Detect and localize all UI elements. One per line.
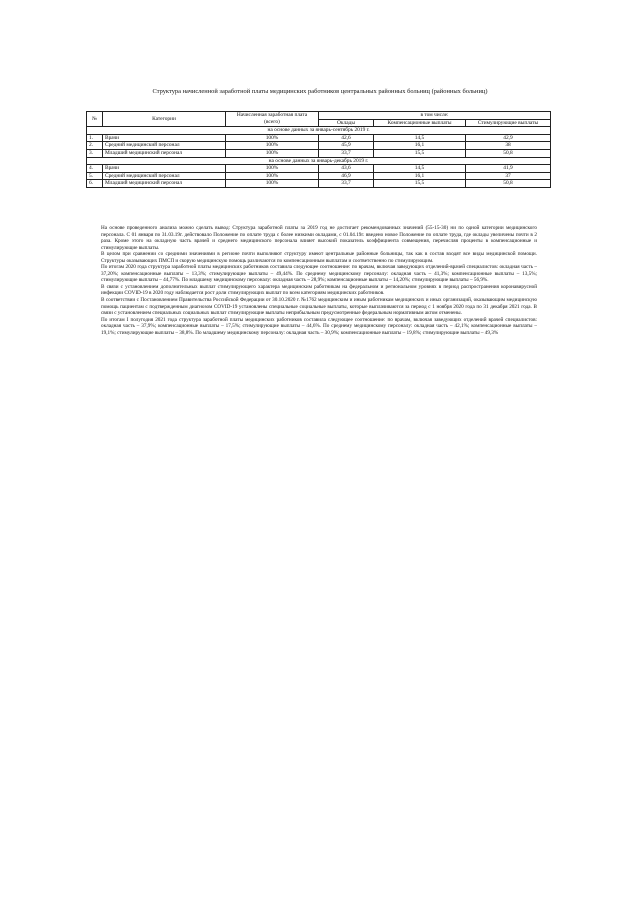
row-salaries: 43,6 bbox=[319, 165, 374, 173]
row-stimulating: 41,9 bbox=[466, 165, 551, 173]
table-row bbox=[87, 149, 551, 157]
row-total: 100% bbox=[226, 134, 319, 142]
header-num: № bbox=[87, 112, 103, 127]
paragraph: В целом при сравнении со средними значениями в регионе почти выполняют структуру имеют центральные районные больницы, так как в состав входят все виды медицинской помощи. Структуры оказывающих ПМСП и скорую медицинскую помощь различаются по компенсационным выплатам и соответственно по стимулирующим. bbox=[101, 251, 537, 264]
section-title-row bbox=[87, 157, 551, 165]
row-num: 6. bbox=[87, 180, 103, 188]
row-salaries: 33,7 bbox=[319, 149, 374, 157]
row-category: Младший медицинский персонал bbox=[103, 180, 226, 188]
row-total: 100% bbox=[226, 149, 319, 157]
row-compensation: 15,5 bbox=[374, 180, 466, 188]
row-category: Средний медицинский персонал bbox=[103, 172, 226, 180]
row-stimulating: 37 bbox=[466, 172, 551, 180]
document-title: Структура начисленной заработной платы медицинских работников центральных районных больниц (районных больниц) bbox=[152, 88, 488, 95]
table-row bbox=[87, 180, 551, 188]
row-compensation: 16,1 bbox=[374, 142, 466, 150]
row-num: 5. bbox=[87, 172, 103, 180]
row-salaries: 33,7 bbox=[319, 180, 374, 188]
header-compensation: Компенсационные выплаты bbox=[374, 119, 466, 127]
row-stimulating: 42,9 bbox=[466, 134, 551, 142]
header-total-line2: (всего) bbox=[226, 119, 319, 127]
section-title-row bbox=[87, 127, 551, 135]
section-title: на основе данных за январь-сентябрь 2019 г. bbox=[87, 127, 551, 135]
row-category: Младший медицинский персонал bbox=[103, 149, 226, 157]
paragraph: В связи с установлением дополнительных выплат стимулирующего характера медицинским работникам на федеральном и региональном уровнях в период распространения коронавирусной инфекции COVID-19 в 2020 году наблюдается рост доли стимулирующих выплат по всем категориям медицинских работников. bbox=[101, 283, 537, 297]
row-stimulating: 50,8 bbox=[466, 149, 551, 157]
analysis-text bbox=[101, 225, 537, 336]
table-row bbox=[87, 172, 551, 180]
row-salaries: 46,9 bbox=[319, 172, 374, 180]
row-compensation: 15,5 bbox=[374, 149, 466, 157]
row-num: 1. bbox=[87, 134, 103, 142]
paragraph: По итогам 2020 года структура заработной платы медицинских работников составила следующее соотношение: по врачам, включая заведующих отделений-врачей специалистов: окладная часть – 37,20%; компенсационные выплаты – 13,3%; стимулирующие выплаты – 49,44%. По среднему медицинскому персоналу: окладная часть – 41,3%; компенсационные выплаты – 13,5%; стимулирующие выплаты – 44,77%. По младшему медицинскому персоналу: окладная часть – 28,9%; компенсационные выплаты – 14,20%; стимулирующие выплаты – 56,9%. bbox=[101, 264, 537, 284]
paragraph: По итогам I полугодия 2021 года структура заработной платы медицинских работников составила следующее соотношение: по врачам, включая заведующих отделений врачей специалистов: окладная часть – 37,9%; компенсационные выплаты – 17,5%; стимулирующие выплаты – 44,6%. По среднему медицинскому персоналу: окладная часть – 42,1%; компенсационные выплаты – 19,1%; стимулирующие выплаты – 38,8%. По младшему медицинскому персоналу: окладная часть – 30,9%; компенсационные выплаты – 19,8%; стимулирующие выплаты – 49,3% bbox=[101, 316, 537, 336]
row-total: 100% bbox=[226, 165, 319, 173]
row-salaries: 42,6 bbox=[319, 134, 374, 142]
row-compensation: 16,1 bbox=[374, 172, 466, 180]
paragraph: На основе проведенного анализа можно сделать вывод: Структура заработной платы за 2019 год не достигает рекомендованных значений (55-15-30) ни по одной категории медицинского персонала. С 01 января по 31.03.19г. действовало Положение по оплате труда с более низкими окладами, с 01.04.19г. введено новое Положение по оплате труда, где оклады увеличены почти в 2 раза. Кроме этого на окладную часть врачей и среднего медицинского персонала влияет высокий показатель коэффициента совмещения, перечисляя проценты в компенсационные и стимулирующие выплаты. bbox=[101, 225, 537, 251]
table-header-row-1 bbox=[87, 112, 551, 120]
row-total: 100% bbox=[226, 180, 319, 188]
header-stimulating: Стимулирующие выплаты bbox=[466, 119, 551, 127]
table-row bbox=[87, 165, 551, 173]
row-num: 3. bbox=[87, 149, 103, 157]
row-category: Врачи bbox=[103, 165, 226, 173]
header-salaries: Оклады bbox=[319, 119, 374, 127]
row-stimulating: 50,8 bbox=[466, 180, 551, 188]
row-num: 2. bbox=[87, 142, 103, 150]
row-compensation: 14,5 bbox=[374, 165, 466, 173]
salary-structure-table bbox=[86, 111, 551, 188]
row-total: 100% bbox=[226, 142, 319, 150]
row-category: Врачи bbox=[103, 134, 226, 142]
row-salaries: 45,9 bbox=[319, 142, 374, 150]
row-num: 4. bbox=[87, 165, 103, 173]
row-stimulating: 38 bbox=[466, 142, 551, 150]
header-category: Категории bbox=[103, 112, 226, 127]
header-including: в том числе: bbox=[319, 112, 551, 120]
table-row bbox=[87, 134, 551, 142]
row-category: Средний медицинский персонал bbox=[103, 142, 226, 150]
table-row bbox=[87, 142, 551, 150]
row-compensation: 14,5 bbox=[374, 134, 466, 142]
section-title: на основе данных за январь-декабрь 2019 г. bbox=[87, 157, 551, 165]
row-total: 100% bbox=[226, 172, 319, 180]
header-total-line1: Начисленная заработная плата bbox=[226, 112, 319, 120]
paragraph: В соответствии с Постановлением Правительства Российской Федерации от 30.10.2020 г. №1762 медицинским и иным работникам медицинских и иных организаций, оказывающим медицинскую помощь пациентам с подтвержденным диагнозом COVID-19 установлены специальные социальные выплаты, которые выплачиваются за период с 1 ноября 2020 года по 31 декабря 2021 года. В связи с установлением специальных социальных выплат стимулирующие выплаты неприбыльным предусмотренные федеральным нормативным актом отменены. bbox=[101, 297, 537, 317]
